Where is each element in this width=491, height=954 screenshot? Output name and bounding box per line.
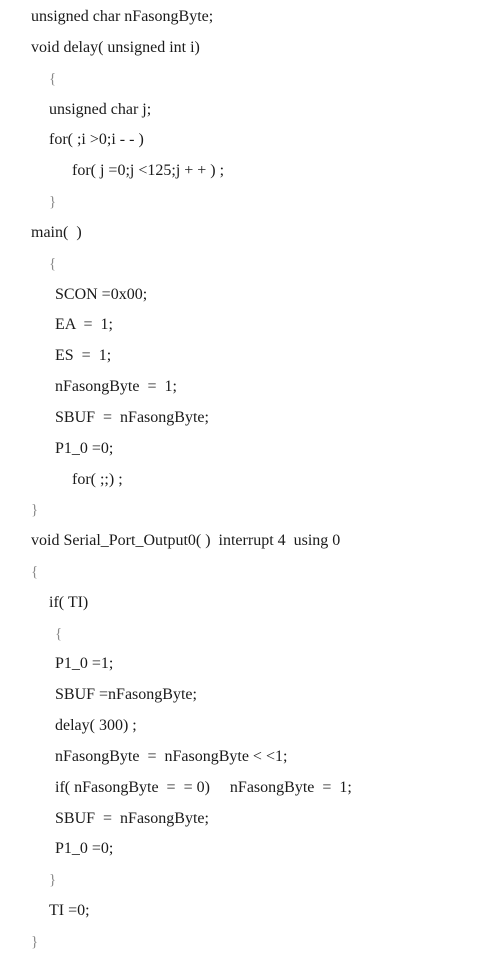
code-line-6: for( j =0;j <125;j + + ) ; [72,162,225,179]
code-line-4: unsigned char j; [49,101,152,118]
code-line-15: P1_0 =0; [55,440,114,457]
code-line-27: SBUF = nFasongByte; [55,810,209,827]
code-line-13: nFasongByte = 1; [55,378,177,395]
code-line-28: P1_0 =0; [55,840,114,857]
code-line-7: } [49,194,57,210]
code-line-2: void delay( unsigned int i) [31,39,200,56]
code-line-5: for( ;i >0;i - - ) [49,131,144,148]
code-line-21: { [55,626,63,642]
code-line-24: delay( 300) ; [55,717,137,734]
code-line-8: main( ) [31,224,82,241]
code-line-25: nFasongByte = nFasongByte < <1; [55,748,288,765]
code-line-12: ES = 1; [55,347,112,364]
code-line-22: P1_0 =1; [55,655,114,672]
code-line-18: void Serial_Port_Output0( ) interrupt 4 using 0 [31,532,341,549]
code-line-31: } [31,934,39,950]
code-line-19: { [31,564,39,580]
code-line-23: SBUF =nFasongByte; [55,686,197,703]
code-line-17: } [31,502,39,518]
code-line-20: if( TI) [49,594,89,611]
code-line-1: unsigned char nFasongByte; [31,8,214,25]
code-line-30: TI =0; [49,902,90,919]
code-line-9: { [49,256,57,272]
code-line-11: EA = 1; [55,316,113,333]
code-line-14: SBUF = nFasongByte; [55,409,209,426]
code-line-3: { [49,71,57,87]
code-line-16: for( ;;) ; [72,471,123,488]
code-line-29: } [49,872,57,888]
code-line-10: SCON =0x00; [55,286,148,303]
code-line-26: if( nFasongByte = = 0) nFasongByte = 1; [55,779,352,796]
